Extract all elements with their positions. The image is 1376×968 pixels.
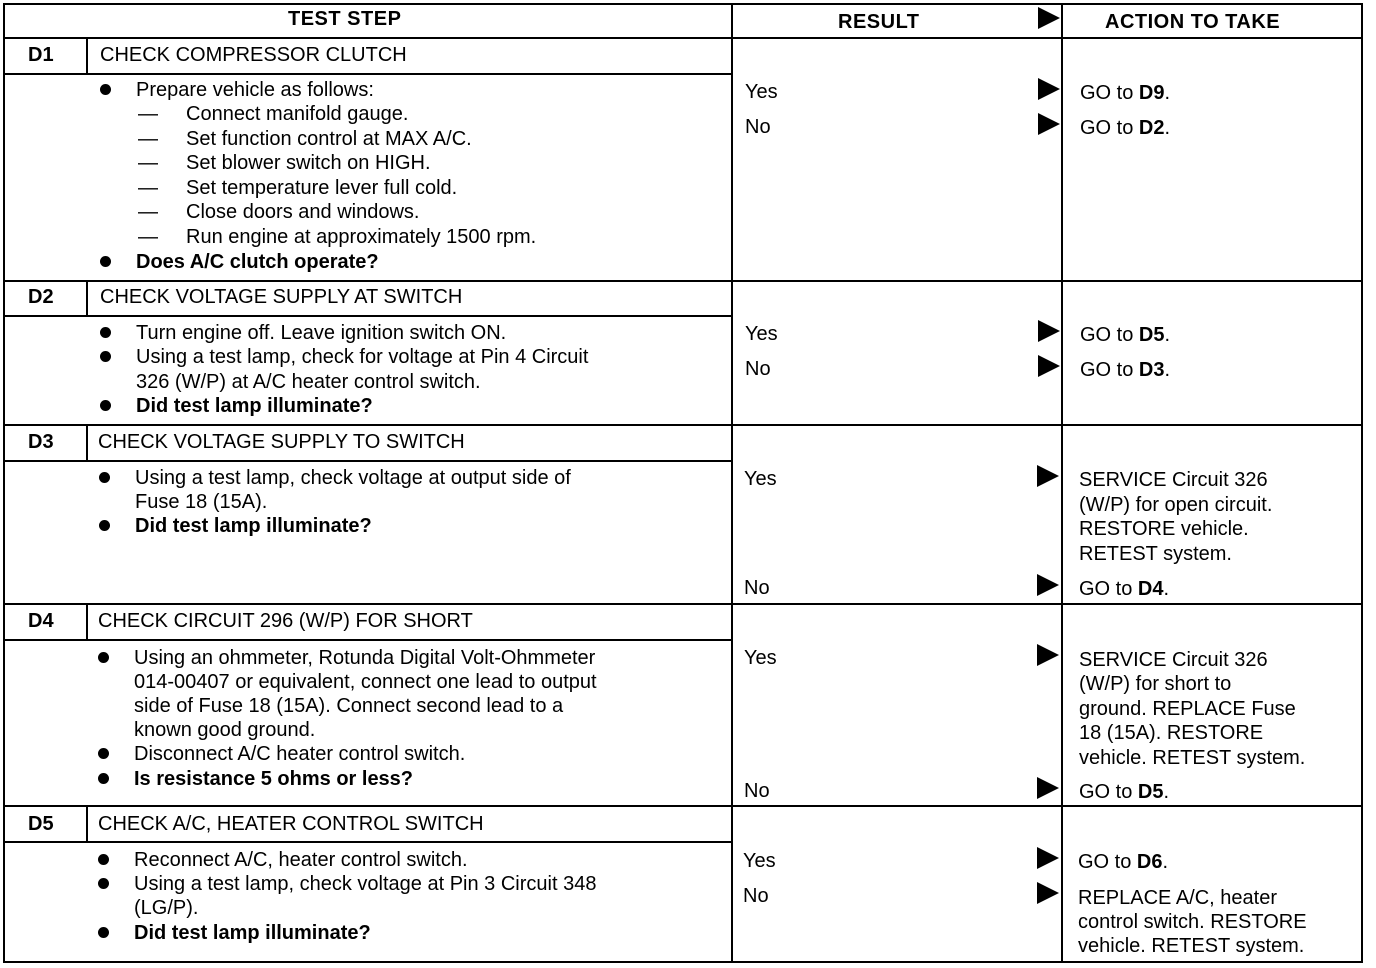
action-text: vehicle. RETEST system. xyxy=(1079,747,1306,769)
arrow-icon xyxy=(1037,465,1059,487)
result-label: Yes xyxy=(744,647,777,669)
action-text: RESTORE vehicle. xyxy=(1079,518,1249,540)
action-text: SERVICE Circuit 326 xyxy=(1079,469,1268,491)
action-text: vehicle. RETEST system. xyxy=(1078,935,1305,957)
header-test-step: TEST STEP xyxy=(288,8,402,30)
arrow-icon xyxy=(1038,113,1060,135)
test-question: Is resistance 5 ohms or less? xyxy=(134,768,414,790)
instruction-line: 014-00407 or equivalent, connect one lead to output xyxy=(134,671,597,693)
bullet-icon xyxy=(100,256,111,267)
instruction-line: known good ground. xyxy=(134,719,316,741)
step-id: D2 xyxy=(28,286,54,308)
arrow-icon xyxy=(1037,777,1059,799)
instruction-line: Using an ohmmeter, Rotunda Digital Volt-Ohmmeter xyxy=(134,647,596,669)
action-text: 18 (15A). RESTORE xyxy=(1079,722,1264,744)
bullet-icon xyxy=(99,520,110,531)
instruction-line: Reconnect A/C, heater control switch. xyxy=(134,849,468,871)
instruction-line: Set blower switch on HIGH. xyxy=(186,152,431,174)
arrow-icon xyxy=(1038,320,1060,342)
dash-icon: — xyxy=(138,152,158,174)
instruction-line: Set temperature lever full cold. xyxy=(186,177,458,199)
arrow-icon xyxy=(1037,574,1059,596)
test-question: Did test lamp illuminate? xyxy=(134,922,371,944)
bullet-icon xyxy=(98,854,109,865)
dash-icon: — xyxy=(138,177,158,199)
header-result: RESULT xyxy=(838,11,920,33)
action-text: control switch. RESTORE xyxy=(1078,911,1307,933)
action-text: GO to D3. xyxy=(1080,359,1171,381)
action-text: GO to D6. xyxy=(1078,851,1169,873)
bullet-icon xyxy=(98,773,109,784)
dash-icon: — xyxy=(138,128,158,150)
result-label: No xyxy=(745,358,771,380)
instruction-line: Using a test lamp, check voltage at output side of xyxy=(135,467,571,489)
action-text: ground. REPLACE Fuse xyxy=(1079,698,1296,720)
instruction-line: side of Fuse 18 (15A). Connect second lead to a xyxy=(134,695,564,717)
step-id: D3 xyxy=(28,431,54,453)
action-text: GO to D5. xyxy=(1079,781,1170,803)
instruction-line: Fuse 18 (15A). xyxy=(135,491,268,513)
step-id: D4 xyxy=(28,610,54,632)
step-id: D1 xyxy=(28,44,54,66)
result-label: No xyxy=(744,780,770,802)
action-text: GO to D2. xyxy=(1080,117,1171,139)
result-label: Yes xyxy=(744,468,777,490)
instruction-line: Run engine at approximately 1500 rpm. xyxy=(186,226,537,248)
result-label: Yes xyxy=(743,850,776,872)
arrow-icon xyxy=(1037,644,1059,666)
arrow-icon xyxy=(1038,355,1060,377)
bullet-icon xyxy=(98,878,109,889)
arrow-icon xyxy=(1038,78,1060,100)
instruction-line: Prepare vehicle as follows: xyxy=(136,79,374,101)
action-text: GO to D5. xyxy=(1080,324,1171,346)
dash-icon: — xyxy=(138,226,158,248)
result-label: No xyxy=(745,116,771,138)
bullet-icon xyxy=(99,472,110,483)
bullet-icon xyxy=(100,400,111,411)
test-question: Did test lamp illuminate? xyxy=(135,515,372,537)
arrow-icon xyxy=(1037,847,1059,869)
action-text: RETEST system. xyxy=(1079,543,1232,565)
arrow-icon xyxy=(1037,882,1059,904)
header-arrow-icon xyxy=(1038,7,1060,29)
instruction-line: (LG/P). xyxy=(134,897,199,919)
step-title: CHECK VOLTAGE SUPPLY AT SWITCH xyxy=(100,286,463,308)
dash-icon: — xyxy=(138,103,158,125)
instruction-line: Using a test lamp, check voltage at Pin 3 Circuit 348 xyxy=(134,873,597,895)
test-question: Did test lamp illuminate? xyxy=(136,395,373,417)
result-label: Yes xyxy=(745,323,778,345)
result-label: Yes xyxy=(745,81,778,103)
instruction-line: Close doors and windows. xyxy=(186,201,420,223)
bullet-icon xyxy=(98,927,109,938)
bullet-icon xyxy=(100,327,111,338)
action-text: GO to D9. xyxy=(1080,82,1171,104)
action-text: GO to D4. xyxy=(1079,578,1170,600)
bullet-icon xyxy=(98,652,109,663)
result-label: No xyxy=(744,577,770,599)
result-label: No xyxy=(743,885,769,907)
instruction-line: Connect manifold gauge. xyxy=(186,103,409,125)
step-title: CHECK VOLTAGE SUPPLY TO SWITCH xyxy=(98,431,465,453)
dash-icon: — xyxy=(138,201,158,223)
step-title: CHECK A/C, HEATER CONTROL SWITCH xyxy=(98,813,484,835)
instruction-line: Set function control at MAX A/C. xyxy=(186,128,472,150)
step-title: CHECK COMPRESSOR CLUTCH xyxy=(100,44,407,66)
test-question: Does A/C clutch operate? xyxy=(136,251,379,273)
action-text: (W/P) for short to xyxy=(1079,673,1232,695)
action-text: SERVICE Circuit 326 xyxy=(1079,649,1268,671)
bullet-icon xyxy=(100,351,111,362)
instruction-line: Turn engine off. Leave ignition switch ON. xyxy=(136,322,507,344)
instruction-line: 326 (W/P) at A/C heater control switch. xyxy=(136,371,481,393)
bullet-icon xyxy=(100,84,111,95)
instruction-line: Using a test lamp, check for voltage at Pin 4 Circuit xyxy=(136,346,589,368)
step-id: D5 xyxy=(28,813,54,835)
header-action: ACTION TO TAKE xyxy=(1105,11,1281,33)
step-title: CHECK CIRCUIT 296 (W/P) FOR SHORT xyxy=(98,610,473,632)
instruction-line: Disconnect A/C heater control switch. xyxy=(134,743,466,765)
action-text: REPLACE A/C, heater xyxy=(1078,887,1277,909)
action-text: (W/P) for open circuit. xyxy=(1079,494,1273,516)
bullet-icon xyxy=(98,748,109,759)
